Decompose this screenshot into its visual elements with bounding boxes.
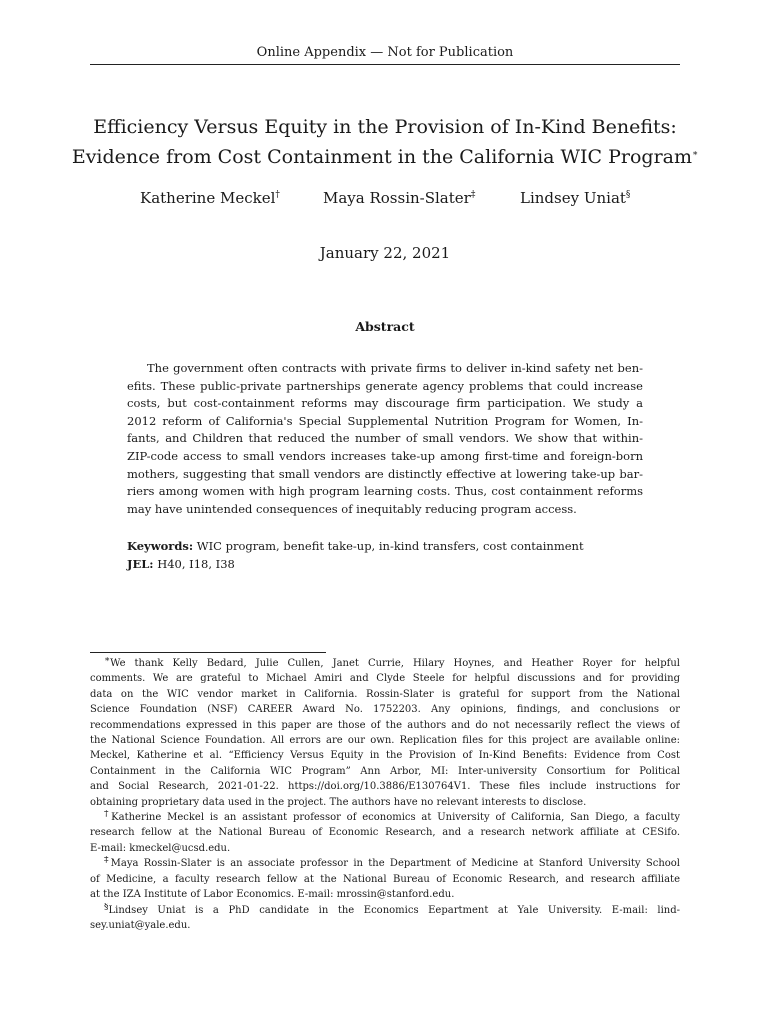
footnote-line	[90, 810, 680, 825]
author-footnote-mark: ‡	[470, 190, 476, 200]
footnote-line: of Medicine, a faculty research fellow at the National Bureau of Economic Research, and research affiliate	[90, 873, 680, 885]
abstract-line: ZIP-code access to small vendors increases take-up among first-time and foreign-born	[127, 448, 643, 463]
abstract-line: may have unintended consequences of inequitably reducing program access.	[127, 501, 577, 516]
footnote-line: research fellow at the National Bureau of Economic Research, and a research network affiliate at CESifo.	[90, 827, 680, 839]
footnote-line: Science Foundation (NSF) CAREER Award No. 1752203. Any opinions, findings, and conclusions or	[90, 704, 680, 716]
footnotes	[90, 656, 680, 933]
footnote-text: Katherine Meckel is an assistant professor of economics at University of California, San Diego, a faculty	[111, 812, 680, 824]
keywords-label: Keywords:	[127, 539, 194, 553]
abstract-line: The government often contracts with private firms to deliver in-kind safety net ben-	[147, 361, 643, 375]
title-footnote-mark: ∗	[692, 149, 699, 159]
abstract-line: 2012 reform of California's Special Supplemental Nutrition Program for Women, In-	[127, 413, 643, 428]
footnote-rossin-slater	[90, 856, 680, 902]
abstract-line: fants, and Children that reduced the number of small vendors. We show that within-	[127, 431, 643, 446]
footnote-line: Containment in the California WIC Program” Ann Arbor, MI: Inter-university Consortium for Political	[90, 765, 680, 777]
abstract-line: riers among women with high program learning costs. Thus, cost containment reforms	[127, 484, 643, 499]
footnote-line: E-mail: kmeckel@ucsd.edu.	[90, 842, 231, 854]
title-line-2-text: Evidence from Cost Containment in the California WIC Program	[71, 146, 693, 168]
footnote-text: Lindsey Uniat is a PhD candidate in the Economics Eepartment at Yale University. E-mail: lind-	[108, 904, 680, 916]
paper-title	[70, 112, 700, 172]
footnote-line: at the IZA Institute of Labor Economics. E-mail: mrossin@stanford.edu.	[90, 889, 455, 901]
footnote-uniat	[90, 903, 680, 934]
footnote-text: Maya Rossin-Slater is an associate professor in the Department of Medicine at Stanford University School	[110, 858, 680, 870]
footnote-mark: §	[104, 902, 109, 912]
running-header: Online Appendix — Not for Publication	[256, 45, 514, 60]
footnote-line: and Social Research, 2021-01-22. https://doi.org/10.3886/E130764V1. These files include instructions for	[90, 781, 680, 793]
abstract-line: efits. These public-private partnerships generate agency problems that could increase	[127, 378, 643, 393]
author-uniat	[520, 187, 630, 209]
author-name: Katherine Meckel	[140, 189, 276, 207]
footnote-line	[90, 903, 680, 918]
footnote-line: data on the WIC vendor market in California. Rossin-Slater is grateful for support from the National	[90, 688, 680, 700]
footnote-line: obtaining proprietary data used in the project. The authors have no relevant interests to disclose.	[90, 796, 587, 808]
footnote-line	[90, 656, 680, 671]
title-line-2	[70, 142, 700, 172]
abstract-heading: Abstract	[355, 319, 415, 334]
footnote-acknowledgements	[90, 656, 680, 810]
author-name: Maya Rossin-Slater	[323, 189, 471, 207]
jel-row	[127, 556, 643, 574]
author-name: Lindsey Uniat	[520, 189, 626, 207]
footnote-line: comments. We are grateful to Michael Amiri and Clyde Steele for helpful discussions and for providing	[90, 673, 680, 685]
footnote-line: the National Science Foundation. All errors are our own. Replication files for this project are available online:	[90, 735, 680, 747]
keywords-block	[127, 538, 643, 573]
footnote-mark: †	[104, 810, 112, 820]
author-footnote-mark: †	[275, 190, 280, 200]
jel-label: JEL:	[127, 556, 154, 571]
footnote-line: sey.uniat@yale.edu.	[90, 919, 191, 931]
author-rossin-slater	[323, 187, 475, 209]
footnote-text: We thank Kelly Bedard, Julie Cullen, Janet Currie, Hilary Hoynes, and Heather Royer for helpful	[110, 658, 680, 669]
keywords-value: WIC program, benefit take-up, in-kind transfers, cost containment	[196, 539, 584, 553]
footnote-line: recommendations expressed in this paper are those of the authors and do not necessarily reflect the views of	[90, 719, 680, 731]
footnote-rule	[90, 652, 326, 653]
footnote-mark: ‡	[104, 856, 111, 866]
abstract-line: costs, but cost-containment reforms may discourage firm participation. We study a	[127, 396, 643, 411]
abstract-body	[127, 360, 643, 518]
footnote-mark: ∗	[104, 656, 111, 665]
footnote-line: Meckel, Katherine et al. “Efficiency Versus Equity in the Provision of In-Kind Benefits: Evidence from Cost	[90, 750, 680, 762]
header-rule	[90, 64, 680, 65]
jel-value: H40, I18, I38	[157, 556, 235, 571]
author-footnote-mark: §	[625, 190, 631, 200]
abstract-line: mothers, suggesting that small vendors are distinctly effective at lowering take-up bar-	[127, 466, 643, 481]
footnote-meckel	[90, 810, 680, 856]
publication-date: January 22, 2021	[319, 244, 451, 262]
footnote-line	[90, 856, 680, 871]
keywords-row	[127, 538, 643, 556]
author-meckel	[140, 187, 280, 209]
title-line-1: Efficiency Versus Equity in the Provision of In-Kind Benefits:	[93, 116, 677, 138]
